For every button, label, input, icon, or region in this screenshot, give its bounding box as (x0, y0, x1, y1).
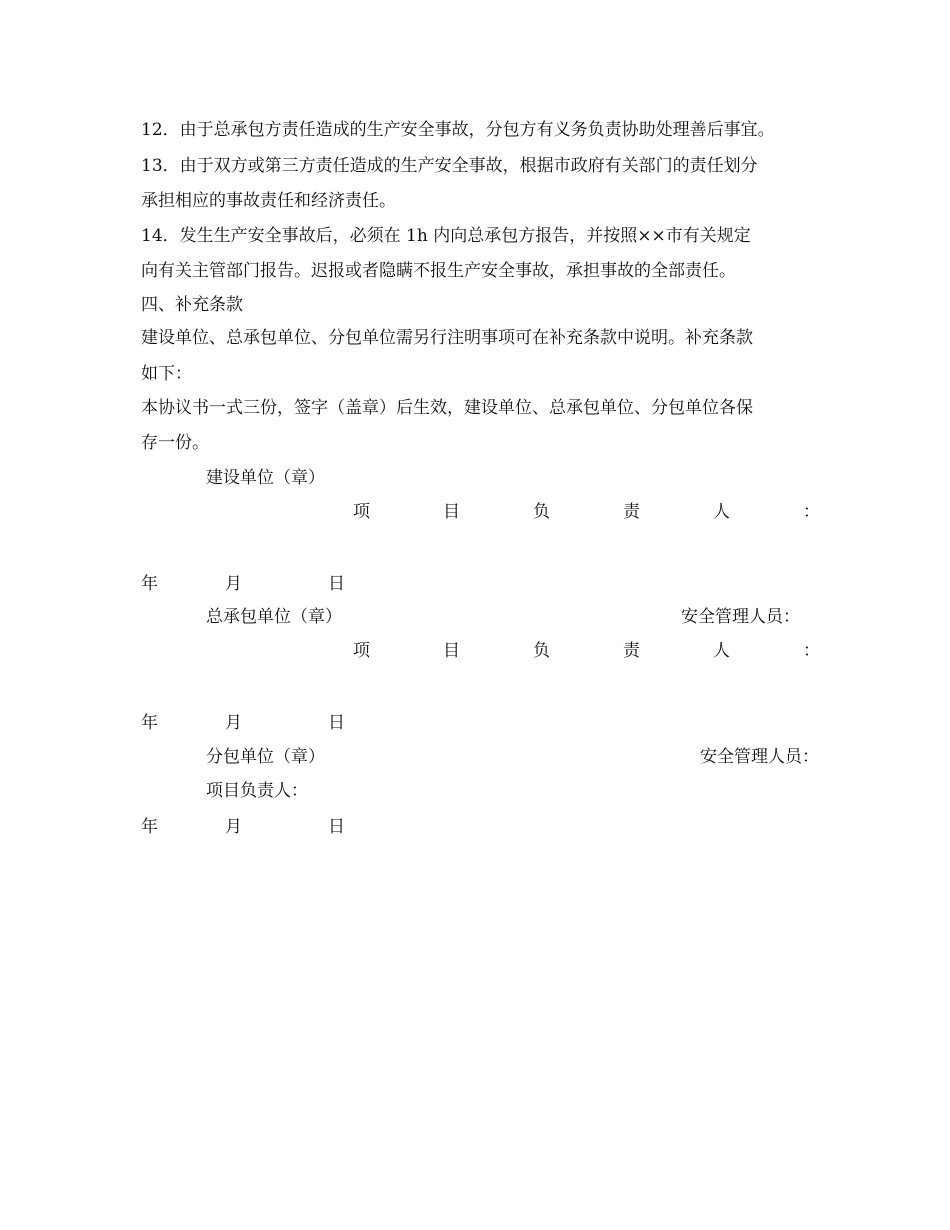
date-day: 日 (328, 713, 345, 733)
supplementary-para-2-line-1: 本协议书一式三份，签字（盖章）后生效，建设单位、总承包单位、分包单位各保 (141, 398, 753, 418)
spread-char: 项 (353, 641, 370, 661)
spread-char: 负 (533, 502, 550, 522)
date-day: 日 (328, 574, 345, 594)
supplementary-para-1-line-1: 建设单位、总承包单位、分包单位需另行注明事项可在补充条款中说明。补充条款 (141, 328, 753, 348)
spread-char: 目 (443, 641, 460, 661)
project-leader-spread-1 (353, 502, 820, 522)
safety-manager-label-2: 安全管理人员： (700, 747, 819, 767)
spread-char: ： (803, 502, 820, 522)
date-month: 月 (225, 817, 242, 837)
spread-char: 目 (443, 502, 460, 522)
date-month: 月 (225, 713, 242, 733)
spread-char: 负 (533, 641, 550, 661)
subcontractor-seal-label: 分包单位（章） (206, 747, 325, 767)
clause-13-line-1: 13．由于双方或第三方责任造成的生产安全事故，根据市政府有关部门的责任划分 (141, 156, 758, 176)
supplementary-para-2-line-2: 存一份。 (141, 433, 209, 453)
clause-14-line-2: 向有关主管部门报告。迟报或者隐瞒不报生产安全事故，承担事故的全部责任。 (141, 261, 736, 281)
date-month: 月 (225, 574, 242, 594)
clause-12: 12．由于总承包方责任造成的生产安全事故，分包方有义务负责协助处理善后事宜。 (141, 120, 775, 140)
spread-char: 责 (623, 502, 640, 522)
clause-14-line-1: 14．发生生产安全事故后，必须在 1h 内向总承包方报告，并按照××市有关规定 (141, 226, 751, 246)
date-year: 年 (141, 574, 158, 594)
project-leader-spread-2 (353, 641, 820, 661)
date-year: 年 (141, 817, 158, 837)
spread-char: 项 (353, 502, 370, 522)
spread-char: 人 (713, 502, 730, 522)
project-leader-label: 项目负责人： (206, 781, 308, 801)
general-contractor-seal-label: 总承包单位（章） (206, 607, 342, 627)
date-year: 年 (141, 713, 158, 733)
section-heading-supplementary: 四、补充条款 (141, 295, 243, 315)
construction-unit-seal-label: 建设单位（章） (206, 468, 325, 488)
supplementary-para-1-line-2: 如下： (141, 364, 192, 384)
date-day: 日 (328, 817, 345, 837)
spread-char: ： (803, 641, 820, 661)
spread-char: 责 (623, 641, 640, 661)
safety-manager-label-1: 安全管理人员： (681, 607, 800, 627)
clause-13-line-2: 承担相应的事故责任和经济责任。 (141, 191, 396, 211)
spread-char: 人 (713, 641, 730, 661)
